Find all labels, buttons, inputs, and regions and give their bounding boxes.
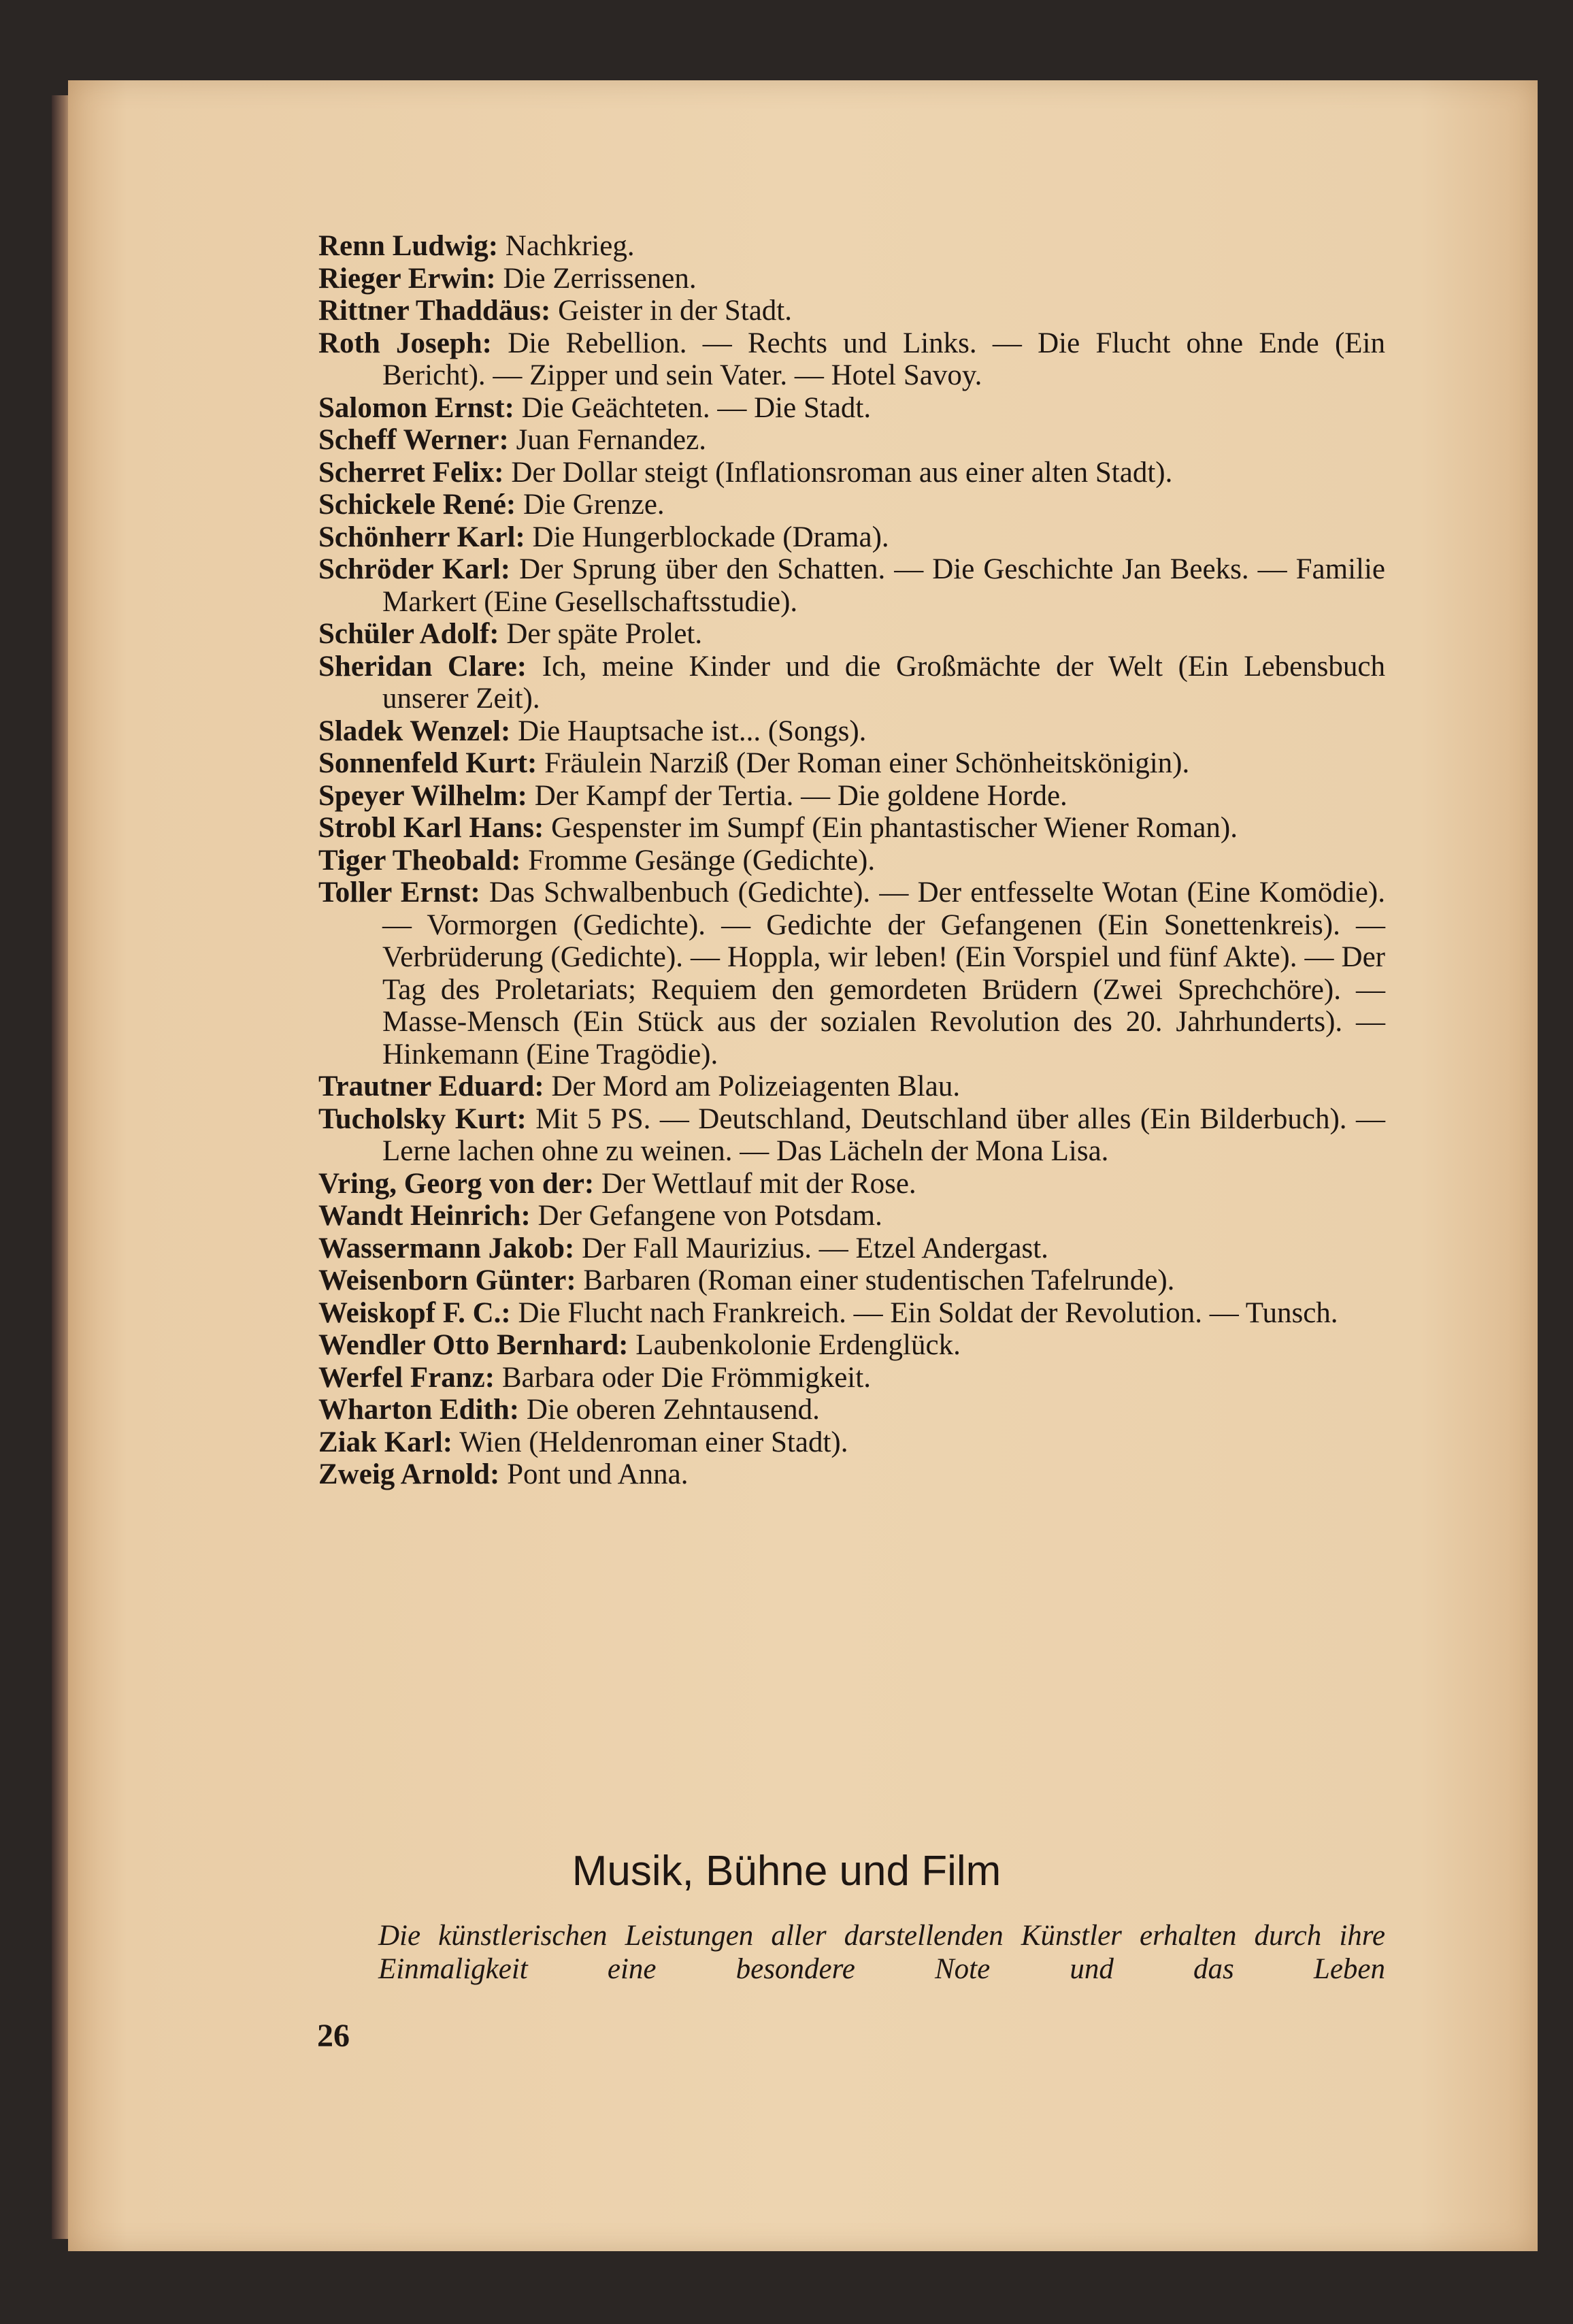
author-name: Wandt Heinrich: [318, 1200, 531, 1232]
author-name: Weisenborn Günter: [318, 1264, 576, 1296]
author-works: Die Grenze. [516, 489, 665, 521]
author-name: Schickele René: [318, 489, 516, 521]
author-works: Barbaren (Roman einer studentischen Tafelrunde). [576, 1264, 1175, 1296]
author-name: Renn Ludwig: [318, 230, 499, 262]
author-name: Tiger Theobald: [318, 844, 521, 877]
author-entry [318, 424, 1385, 457]
author-name: Speyer Wilhelm: [318, 779, 527, 812]
author-works: Die oberen Zehntausend. [519, 1394, 820, 1426]
author-works: Nachkrieg. [498, 230, 635, 262]
author-works: Die Hauptsache ist... (Songs). [510, 715, 867, 747]
author-name: Rittner Thaddäus: [318, 295, 551, 327]
author-entry [318, 521, 1385, 554]
author-works: Der Mord am Polizeiagenten Blau. [544, 1070, 961, 1102]
author-works: Pont und Anna. [499, 1458, 689, 1490]
author-entry [318, 1232, 1385, 1265]
author-works: Die Geächteten. — Die Stadt. [514, 391, 872, 424]
author-entry [318, 877, 1385, 1070]
author-name: Toller Ernst: [318, 877, 480, 909]
author-entry [318, 1200, 1385, 1232]
author-name: Wassermann Jakob: [318, 1232, 575, 1264]
author-works: Der Fall Maurizius. — Etzel Andergast. [574, 1232, 1048, 1264]
author-works: Die Flucht nach Frankreich. — Ein Soldat der Revolution. — Tunsch. [510, 1296, 1338, 1329]
section-heading: Musik, Bühne und Film [572, 1848, 1001, 1895]
author-name: Sladek Wenzel: [318, 715, 511, 747]
author-name: Rieger Erwin: [318, 262, 496, 295]
author-name: Vring, Georg von der: [318, 1167, 595, 1200]
author-entry [318, 489, 1385, 521]
author-entry [318, 1297, 1385, 1330]
author-name: Strobl Karl Hans: [318, 812, 544, 844]
author-entry [318, 651, 1385, 715]
author-name: Zweig Arnold: [318, 1458, 500, 1490]
author-works: Der Sprung über den Schatten. — Die Geschichte Jan Beeks. — Familie Markert (Eine Gesellschaftsstudie). [382, 553, 1386, 618]
author-name: Sheridan Clare: [318, 650, 527, 683]
author-works: Die Rebellion. — Rechts und Links. — Die Flucht ohne Ende (Ein Bericht). — Zipper und sein Vater. — Hotel Savoy. [382, 327, 1385, 391]
author-entry [318, 1362, 1385, 1394]
author-entry [318, 618, 1385, 651]
section-intro-text: Die künstlerischen Leistungen aller darstellenden Künstler erhalten durch ihre Einmaligkeit eine besondere Note und das Leben [378, 1920, 1385, 1985]
author-works: Juan Fernandez. [508, 424, 706, 456]
author-entry [318, 230, 1385, 263]
author-works: Gespenster im Sumpf (Ein phantastischer Wiener Roman). [544, 812, 1238, 844]
author-entry [318, 553, 1385, 618]
author-entry [318, 780, 1385, 813]
author-works: Laubenkolonie Erdenglück. [628, 1329, 961, 1361]
author-works: Der späte Prolet. [499, 618, 703, 650]
author-name: Tucholsky Kurt: [318, 1102, 527, 1135]
author-entry [318, 1426, 1385, 1459]
author-works: Der Gefangene von Potsdam. [530, 1200, 882, 1232]
author-name: Schüler Adolf: [318, 618, 499, 650]
author-entry [318, 1103, 1385, 1168]
author-entry [318, 845, 1385, 877]
author-entry [318, 1394, 1385, 1426]
author-name: Sonnenfeld Kurt: [318, 747, 537, 779]
author-entry [318, 263, 1385, 295]
author-entry [318, 812, 1385, 845]
author-name: Wendler Otto Bernhard: [318, 1329, 629, 1361]
author-name: Trautner Eduard: [318, 1070, 544, 1102]
author-works: Geister in der Stadt. [550, 295, 792, 327]
author-entry [318, 1458, 1385, 1491]
author-name: Salomon Ernst: [318, 391, 514, 424]
author-works: Der Kampf der Tertia. — Die goldene Horde. [527, 779, 1067, 812]
author-name: Weiskopf F. C.: [318, 1296, 511, 1329]
author-name: Scherret Felix: [318, 456, 504, 489]
author-entry [318, 392, 1385, 425]
author-name: Ziak Karl: [318, 1426, 453, 1458]
author-works: Wien (Heldenroman einer Stadt). [452, 1426, 848, 1458]
author-name: Scheff Werner: [318, 424, 509, 456]
author-entry [318, 327, 1385, 392]
author-entry [318, 1329, 1385, 1362]
author-works: Mit 5 PS. — Deutschland, Deutschland über alles (Ein Bilderbuch). — Lerne lachen ohne zu weinen. — Das Lächeln der Mona Lisa. [382, 1102, 1385, 1167]
author-entry [318, 1168, 1385, 1200]
author-name: Roth Joseph: [318, 327, 492, 359]
author-entry [318, 295, 1385, 327]
author-entry [318, 1070, 1385, 1103]
author-works: Die Zerrissenen. [495, 262, 697, 295]
author-entry [318, 457, 1385, 489]
author-works: Fräulein Narziß (Der Roman einer Schönheitskönigin). [537, 747, 1190, 779]
author-entry [318, 715, 1385, 748]
author-name: Schröder Karl: [318, 553, 511, 585]
page-number: 26 [317, 2018, 350, 2054]
author-works: Fromme Gesänge (Gedichte). [520, 844, 876, 877]
author-list [318, 230, 1385, 1491]
author-name: Werfel Franz: [318, 1361, 495, 1394]
author-entry [318, 1264, 1385, 1297]
author-works: Die Hungerblockade (Drama). [525, 521, 889, 553]
author-name: Wharton Edith: [318, 1394, 520, 1426]
author-works: Der Dollar steigt (Inflationsroman aus einer alten Stadt). [503, 456, 1173, 489]
author-works: Das Schwalbenbuch (Gedichte). — Der entfesselte Wotan (Eine Komödie). — Vormorgen (Gedichte). — Gedichte der Gefangenen (Ein Sonettenkreis). — Verbrüderung (Gedichte). — Hoppla, wir leben! (Ein Vorspiel und fünf Akte). — Der Tag des Proletariats; Requiem den gemordeten Brüdern (Zwei Sprechchöre). — Masse-Mensch (Ein Stück aus der sozialen Revolution des 20. Jahrhunderts). — Hinkemann (Eine Tragödie). [382, 877, 1386, 1070]
author-entry [318, 747, 1385, 780]
author-works: Der Wettlauf mit der Rose. [594, 1167, 916, 1200]
author-works: Barbara oder Die Frömmigkeit. [495, 1361, 871, 1394]
author-name: Schönherr Karl: [318, 521, 525, 553]
author-works: Ich, meine Kinder und die Großmächte der Welt (Ein Lebensbuch unserer Zeit). [382, 650, 1385, 715]
